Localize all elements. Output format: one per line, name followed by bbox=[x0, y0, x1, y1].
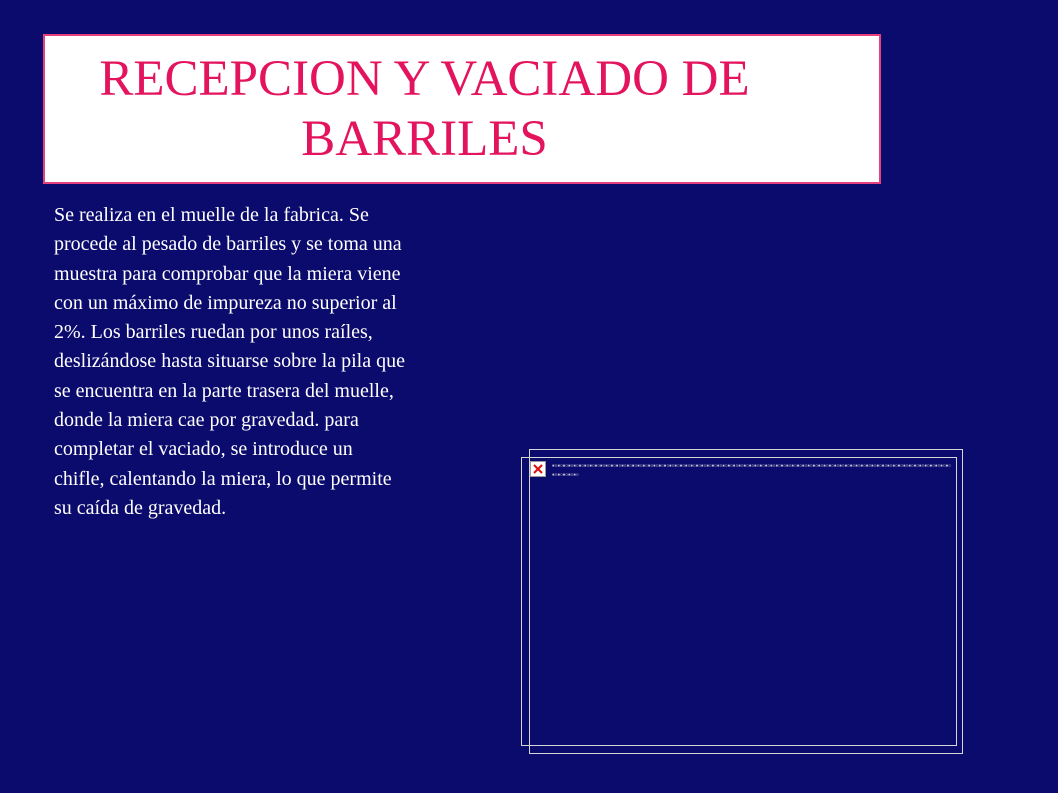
slide-body-text: Se realiza en el muelle de la fabrica. Se procede al pesado de barriles y se toma una muestra para comprobar que la miera viene con un máximo de impureza no superior al 2%. Los barriles ruedan por unos raíles, deslizándose hasta situarse sobre la pila que se encuentra en la parte trasera del muelle, donde la miera cae por gravedad. para completar el vaciado, se introduce un chifle, calentando la miera, lo que permite su caída de gravedad. bbox=[54, 204, 405, 519]
broken-image-icon bbox=[530, 461, 546, 477]
title-box bbox=[43, 34, 881, 184]
image-alt-text: ▪▫▪▫▪▫▪▫▪▫▪▫▪▫▪▫▪▫▪▫▪▫▪▫▪▫▪▫▪▫▪▫▪▫▪▫▪▫▪▫▪▫▪▫▪▫▪▫▪▫▪▫▪▫▪▫▪▫▪▫▪▫▪▫▪▫▪▫▪▫▪▫▪▫▪▫▪▫▪▫▪▫▪▫▪▫▪▫▪▫▪▫▪▫▪▫▪▫▪▫▪▫▪▫▪▫▪▫▪▫▪▫▪▫▪▫▪▫▪▫▪▫▪▫▪▫▪▫▪▫▪▫▪▫▪▫▪▫▪▫▪▫▪▫▪▫▪▫▪▫▪▫▪▫▪▫▪▫▪▫ bbox=[552, 461, 951, 479]
slide-title: RECEPCION Y VACIADO DE BARRILES bbox=[99, 51, 750, 167]
